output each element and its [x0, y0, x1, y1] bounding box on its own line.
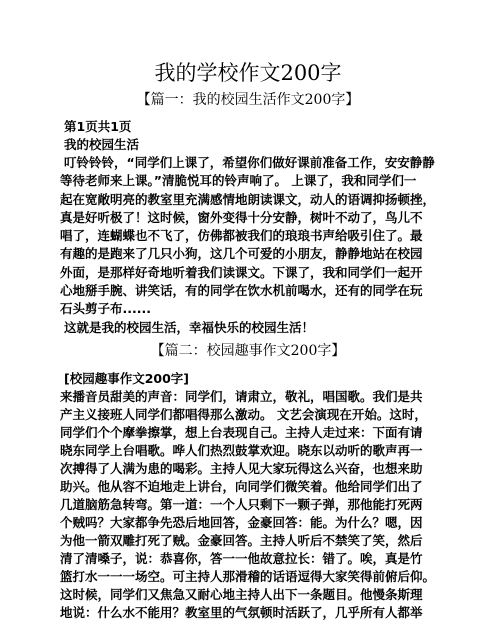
- text-line: 起在宽敞明亮的教室里充满感情地朗读课文，动人的语调抑扬顿挫，: [60, 192, 436, 207]
- text-line: 等待老师来上课。”清脆悦耳的铃声响了。 上课了，我和同学们一: [60, 173, 417, 188]
- text-line: 来播音员甜美的声音：同学们，请肃立，敬礼，唱国歌。我们是共: [60, 389, 423, 404]
- text-line: 同学们个个摩拳擦掌，想上台表现自己。主持人走过来：下面有请: [60, 425, 423, 440]
- text-line: 真是好听极了！这时候，窗外变得十分安静，树叶不动了，鸟儿不: [60, 210, 423, 225]
- text-line: 有趣的是跑来了几只小狗，这几个可爱的小朋友，静静地站在校园: [60, 246, 423, 261]
- text-line: 这时候，同学们又焦急又耐心地主持人出下一条题目。他慢条斯理: [60, 587, 423, 602]
- subtitle-line: 我的校园生活: [64, 137, 140, 152]
- page-counter-line: 第1页共1页: [64, 119, 132, 134]
- text-line: 石头剪子布......: [60, 301, 151, 316]
- subtitle-line: [校园趣事作文200字]: [64, 371, 190, 386]
- document-title: 我的学校作文200字: [154, 61, 342, 85]
- text-line: 个贼吗？大家都争先恐后地回答，金豪回答：能。为什么？嗯，因: [60, 515, 423, 530]
- text-line: 地说：什么水不能用？教室里的气氛顿时活跃了，几乎所有人都举: [60, 605, 423, 620]
- text-line: 几道脑筋急转弯。第一道：一个人只剩下一颗子弹，那他能打死两: [60, 497, 423, 512]
- text-line: 晓东同学上台唱歌。哗人们热烈鼓掌欢迎。晓东以动听的歌声再一: [60, 443, 423, 458]
- text-line: 次搏得了人满为患的喝彩。主持人见大家玩得这么兴奋，也想来助: [60, 461, 423, 476]
- text-line: 这就是我的校园生活，幸福快乐的校园生活！: [64, 320, 315, 335]
- text-line: 唱了，连蝴蝶也不飞了，仿佛都被我们的琅琅书声给吸引住了。最: [60, 228, 423, 243]
- section-heading-1: 【篇一：我的校园生活作文200字】: [136, 92, 360, 108]
- text-line: 助兴。他从容不迫地走上讲台，向同学们微笑着。他给同学们出了: [60, 479, 423, 494]
- text-line: 篮打水一一一场空。可主持人那滑稽的话语逗得大家笑得前俯后仰。: [60, 569, 436, 584]
- text-line: 清了清嗓子，说：恭喜你，答一一他故意拉长：错了。唉，真是竹: [60, 551, 423, 566]
- text-line: 外面，是那样好奇地听着我们读课文。下课了，我和同学们一起开: [60, 265, 423, 280]
- section-heading-2: 【篇二：校园趣事作文200字】: [150, 343, 346, 359]
- text-line: 产主义接班人同学们都唱得那么激动。 文艺会演现在开始。这时，: [60, 407, 427, 422]
- text-line: 心地掰手腕、讲笑话，有的同学在饮水机前喝水，还有的同学在玩: [60, 283, 423, 298]
- text-line: 为他一箭双雕打死了贼。金豪回答。主持人听后不禁笑了笑，然后: [60, 533, 423, 548]
- text-line: 叮铃铃铃，“同学们上课了，希望你们做好课前准备工作，安安静静: [64, 155, 435, 170]
